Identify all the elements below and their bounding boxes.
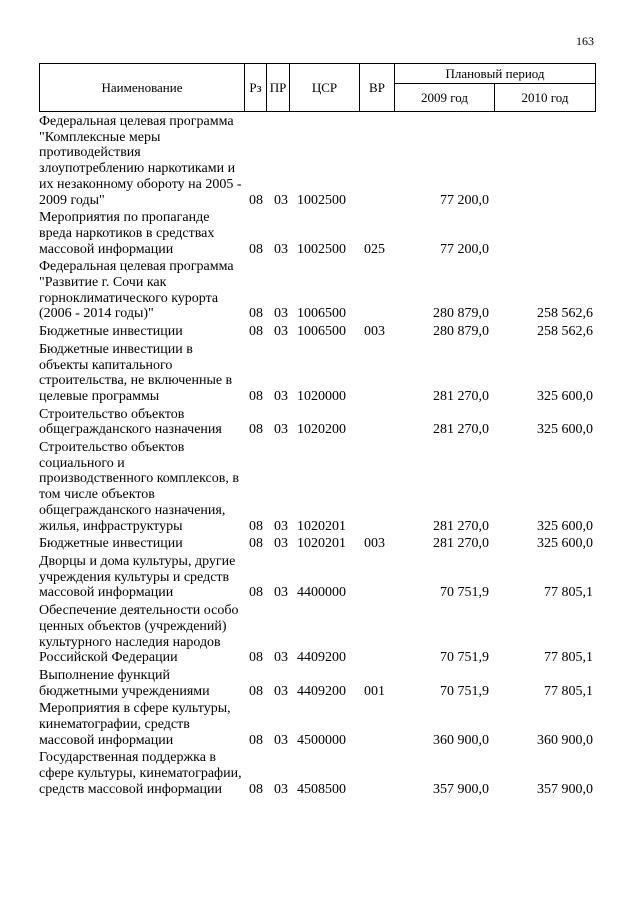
cell-pr: 03 <box>274 650 288 666</box>
cell-rz: 08 <box>249 683 263 699</box>
table-header <box>39 63 596 112</box>
table-row <box>39 603 595 668</box>
row-name: Государственная поддержка в сфере культуры, кинематографии, средств массовой информации <box>39 750 242 797</box>
table-row <box>39 750 595 799</box>
cell-csr: 1020201 <box>297 518 346 534</box>
header-name: Наименование <box>40 64 245 112</box>
header-csr: ЦСР <box>290 64 360 112</box>
cell-y2010: 77 805,1 <box>544 650 593 666</box>
header-rz: Рз <box>245 64 267 112</box>
header-year-2009: 2009 год <box>395 84 495 112</box>
cell-pr: 03 <box>274 192 288 208</box>
table-row <box>39 324 595 342</box>
header-period: Плановый период <box>395 64 596 84</box>
cell-rz: 08 <box>249 650 263 666</box>
row-name: Бюджетные инвестиции <box>39 536 183 552</box>
row-name: Федеральная целевая программа "Комплексные меры противодействия злоупотреблению наркотиками и их незаконному обороту на 2005 - 2009 годы" <box>39 114 242 208</box>
cell-y2010: 258 562,6 <box>537 324 593 340</box>
cell-rz: 08 <box>249 536 263 552</box>
table-row <box>39 554 595 603</box>
table-row <box>39 259 595 324</box>
row-name: Обеспечение деятельности особо ценных объектов (учреждений) культурного наследия народов Российской Федерации <box>39 603 239 666</box>
cell-rz: 08 <box>249 324 263 340</box>
cell-rz: 08 <box>249 192 263 208</box>
cell-vr: 001 <box>364 683 385 699</box>
cell-y2010: 325 600,0 <box>537 518 593 534</box>
cell-csr: 1006500 <box>297 306 346 322</box>
cell-csr: 1002500 <box>297 192 346 208</box>
table-row <box>39 210 595 259</box>
cell-vr: 003 <box>364 324 385 340</box>
cell-y2009: 70 751,9 <box>440 585 489 601</box>
row-name: Мероприятия по пропаганде вреда наркотиков в средствах массовой информации <box>39 210 215 257</box>
cell-rz: 08 <box>249 781 263 797</box>
cell-vr: 025 <box>364 241 385 257</box>
cell-rz: 08 <box>249 585 263 601</box>
cell-rz: 08 <box>249 422 263 438</box>
cell-y2009: 281 270,0 <box>433 518 489 534</box>
cell-pr: 03 <box>274 732 288 748</box>
table-body <box>39 114 595 800</box>
cell-y2009: 77 200,0 <box>440 241 489 257</box>
table-row <box>39 440 595 536</box>
cell-pr: 03 <box>274 388 288 404</box>
cell-pr: 03 <box>274 781 288 797</box>
cell-y2009: 357 900,0 <box>433 781 489 797</box>
cell-y2010: 77 805,1 <box>544 585 593 601</box>
cell-rz: 08 <box>249 732 263 748</box>
table-row <box>39 536 595 554</box>
cell-y2010: 325 600,0 <box>537 422 593 438</box>
cell-pr: 03 <box>274 683 288 699</box>
cell-pr: 03 <box>274 324 288 340</box>
cell-rz: 08 <box>249 241 263 257</box>
cell-y2009: 280 879,0 <box>433 306 489 322</box>
row-name: Мероприятия в сфере культуры, кинематографии, средств массовой информации <box>39 701 231 748</box>
cell-y2010: 77 805,1 <box>544 683 593 699</box>
cell-pr: 03 <box>274 241 288 257</box>
cell-csr: 1002500 <box>297 241 346 257</box>
cell-y2010: 325 600,0 <box>537 536 593 552</box>
cell-csr: 1020000 <box>297 388 346 404</box>
cell-pr: 03 <box>274 518 288 534</box>
cell-rz: 08 <box>249 306 263 322</box>
cell-csr: 1020201 <box>297 536 346 552</box>
cell-pr: 03 <box>274 536 288 552</box>
cell-rz: 08 <box>249 518 263 534</box>
cell-csr: 4409200 <box>297 683 346 699</box>
table-row <box>39 701 595 750</box>
cell-y2009: 70 751,9 <box>440 683 489 699</box>
table-row <box>39 407 595 440</box>
cell-rz: 08 <box>249 388 263 404</box>
row-name: Выполнение функций бюджетными учреждениями <box>39 667 210 699</box>
cell-csr: 4500000 <box>297 732 346 748</box>
page-number: 163 <box>576 34 594 48</box>
cell-y2010: 258 562,6 <box>537 306 593 322</box>
cell-pr: 03 <box>274 422 288 438</box>
cell-y2009: 281 270,0 <box>433 422 489 438</box>
cell-y2009: 70 751,9 <box>440 650 489 666</box>
cell-y2009: 281 270,0 <box>433 388 489 404</box>
cell-csr: 4508500 <box>297 781 346 797</box>
row-name: Строительство объектов социального и производственного комплексов, в том числе объектов общегражданского назначения, жилья, инфраструктуры <box>39 440 239 534</box>
row-name: Строительство объектов общегражданского назначения <box>39 406 222 438</box>
cell-csr: 4409200 <box>297 650 346 666</box>
cell-csr: 1006500 <box>297 324 346 340</box>
cell-y2010: 360 900,0 <box>537 732 593 748</box>
cell-csr: 1020200 <box>297 422 346 438</box>
cell-pr: 03 <box>274 585 288 601</box>
cell-y2009: 77 200,0 <box>440 192 489 208</box>
cell-y2010: 357 900,0 <box>537 781 593 797</box>
cell-y2009: 281 270,0 <box>433 536 489 552</box>
row-name: Бюджетные инвестиции в объекты капитального строительства, не включенные в целевые программы <box>39 341 233 404</box>
row-name: Дворцы и дома культуры, другие учреждения культуры и средств массовой информации <box>39 553 236 601</box>
cell-y2009: 280 879,0 <box>433 324 489 340</box>
header-year-2010: 2010 год <box>495 84 596 112</box>
table-row <box>39 342 595 407</box>
cell-y2009: 360 900,0 <box>433 732 489 748</box>
cell-pr: 03 <box>274 306 288 322</box>
cell-y2010: 325 600,0 <box>537 388 593 404</box>
cell-vr: 003 <box>364 536 385 552</box>
cell-csr: 4400000 <box>297 585 346 601</box>
header-pr: ПР <box>267 64 290 112</box>
table-row <box>39 668 595 701</box>
header-vr: ВР <box>360 64 395 112</box>
table-row <box>39 114 595 210</box>
row-name: Бюджетные инвестиции <box>39 324 183 340</box>
row-name: Федеральная целевая программа "Развитие г. Сочи как горноклиматического курорта (2006 - 2014 годы)" <box>39 259 234 322</box>
